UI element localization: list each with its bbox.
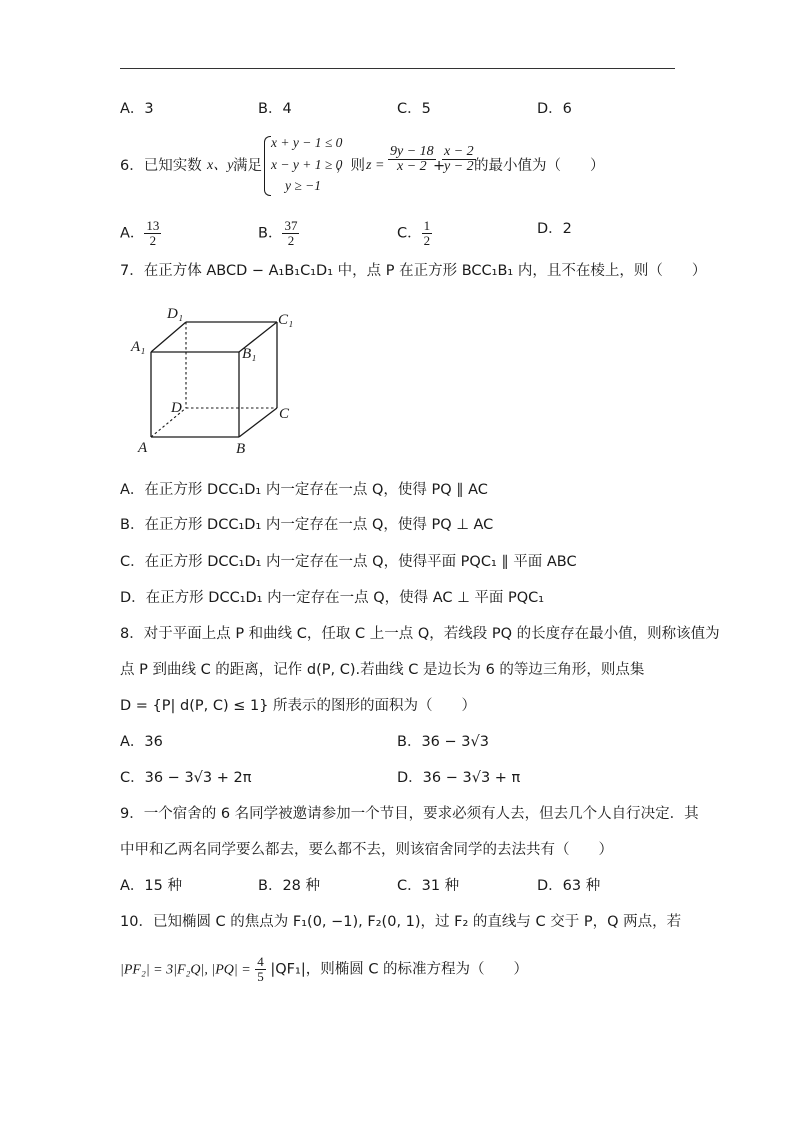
- cube-figure: [125, 300, 300, 460]
- label-b1: B₁: [242, 346, 257, 362]
- q6-ineq-1: x + y − 1 ≤ 0: [271, 135, 343, 150]
- q6-plus: +: [433, 158, 446, 174]
- q10-tail: |QF₁|，则椭圆 C 的标准方程为（ ）: [270, 961, 529, 978]
- q8-line-3: D = {P| d(P, C) ≤ 1} 所表示的图形的面积为（ ）: [120, 698, 477, 714]
- q7-option-c[interactable]: C．在正方形 DCC₁D₁ 内一定存在一点 Q，使得平面 PQC₁ ∥ 平面 ABC: [120, 554, 577, 570]
- q9-option-c[interactable]: C．31 种: [397, 878, 460, 894]
- q9-option-d[interactable]: D．63 种: [537, 878, 601, 894]
- label-a1: A₁: [131, 339, 146, 355]
- header-rule: [120, 68, 675, 69]
- q9-line-1: 9．一个宿舍的 6 名同学被邀请参加一个节目，要求必须有人去，但去几个人自行决定．其: [120, 806, 699, 822]
- q6-ineq-3: y ≥ −1: [285, 178, 322, 193]
- q9-option-a[interactable]: A．15 种: [120, 878, 182, 894]
- q5-option-c[interactable]: C．5: [397, 101, 431, 117]
- q6-variables: x、y: [207, 158, 234, 173]
- q7-option-b[interactable]: B．在正方形 DCC₁D₁ 内一定存在一点 Q，使得 PQ ⊥ AC: [120, 517, 494, 533]
- q7-option-a[interactable]: A．在正方形 DCC₁D₁ 内一定存在一点 Q，使得 PQ ∥ AC: [120, 482, 488, 498]
- q6-prefix: 6．已知实数: [120, 158, 202, 174]
- q8-option-b[interactable]: B．36 − 3√3: [397, 734, 489, 750]
- q6-fraction-2: $\frac{x - 2}{y - 2}$: [444, 144, 474, 174]
- q10-condition: |PF₂| = 3|F₂Q|, |PQ| =: [120, 962, 251, 978]
- edge-a1d1: [151, 322, 186, 352]
- q10-fraction: $\frac{4}{5}$: [257, 954, 264, 984]
- q6-satisfy: 满足: [233, 158, 262, 174]
- q6-option-a[interactable]: A． $\frac{13}{2}$: [120, 218, 160, 248]
- q6-fraction-1: $\frac{9y - 18}{x - 2}$: [390, 144, 434, 174]
- q6-option-c[interactable]: C． $\frac{1}{2}$: [397, 218, 431, 248]
- q9-option-b[interactable]: B．28 种: [258, 878, 321, 894]
- label-b: B: [236, 441, 246, 457]
- q6-option-b[interactable]: B． $\frac{37}{2}$: [258, 218, 298, 248]
- q6-option-d[interactable]: D．2: [537, 221, 572, 237]
- q10-line-1: 10．已知椭圆 C 的焦点为 F₁(0, −1), F₂(0, 1)，过 F₂ 的直线与 C 交于 P，Q 两点，若: [120, 914, 682, 930]
- q6-z: z =: [366, 158, 385, 173]
- q8-option-a[interactable]: A．36: [120, 734, 163, 750]
- edge-bc: [239, 408, 277, 437]
- label-d1: D₁: [167, 306, 184, 322]
- q5-option-b[interactable]: B．4: [258, 101, 292, 117]
- label-c1: C₁: [278, 312, 294, 328]
- q6-tail: 的最小值为（ ）: [474, 158, 605, 174]
- q7-stem: 7．在正方体 ABCD − A₁B₁C₁D₁ 中，点 P 在正方形 BCC₁B₁ 内，且不在棱上，则（ ）: [120, 263, 707, 279]
- q9-line-2: 中甲和乙两名同学要么都去，要么都不去，则该宿舍同学的去法共有（ ）: [120, 842, 613, 858]
- q6-system-brace: [264, 136, 271, 196]
- q5-option-a[interactable]: A．3: [120, 101, 154, 117]
- q7-option-d[interactable]: D．在正方形 DCC₁D₁ 内一定存在一点 Q，使得 AC ⊥ 平面 PQC₁: [120, 590, 545, 606]
- label-c: C: [279, 406, 290, 422]
- q8-option-d[interactable]: D．36 − 3√3 + π: [397, 770, 521, 786]
- q8-line-1: 8．对于平面上点 P 和曲线 C，任取 C 上一点 Q，若线段 PQ 的长度存在最小值，则称该值为: [120, 626, 720, 642]
- q8-option-c[interactable]: C．36 − 3√3 + 2π: [120, 770, 252, 786]
- q10-line-2: [120, 955, 528, 984]
- q6-then: ，则: [336, 158, 365, 174]
- label-d: D: [171, 400, 182, 416]
- q6-ineq-2: x − y + 1 ≥ 0: [271, 157, 343, 172]
- q5-option-d[interactable]: D．6: [537, 101, 572, 117]
- q8-line-2: 点 P 到曲线 C 的距离，记作 d(P, C).若曲线 C 是边长为 6 的等边三角形，则点集: [120, 662, 645, 678]
- label-a: A: [138, 440, 148, 456]
